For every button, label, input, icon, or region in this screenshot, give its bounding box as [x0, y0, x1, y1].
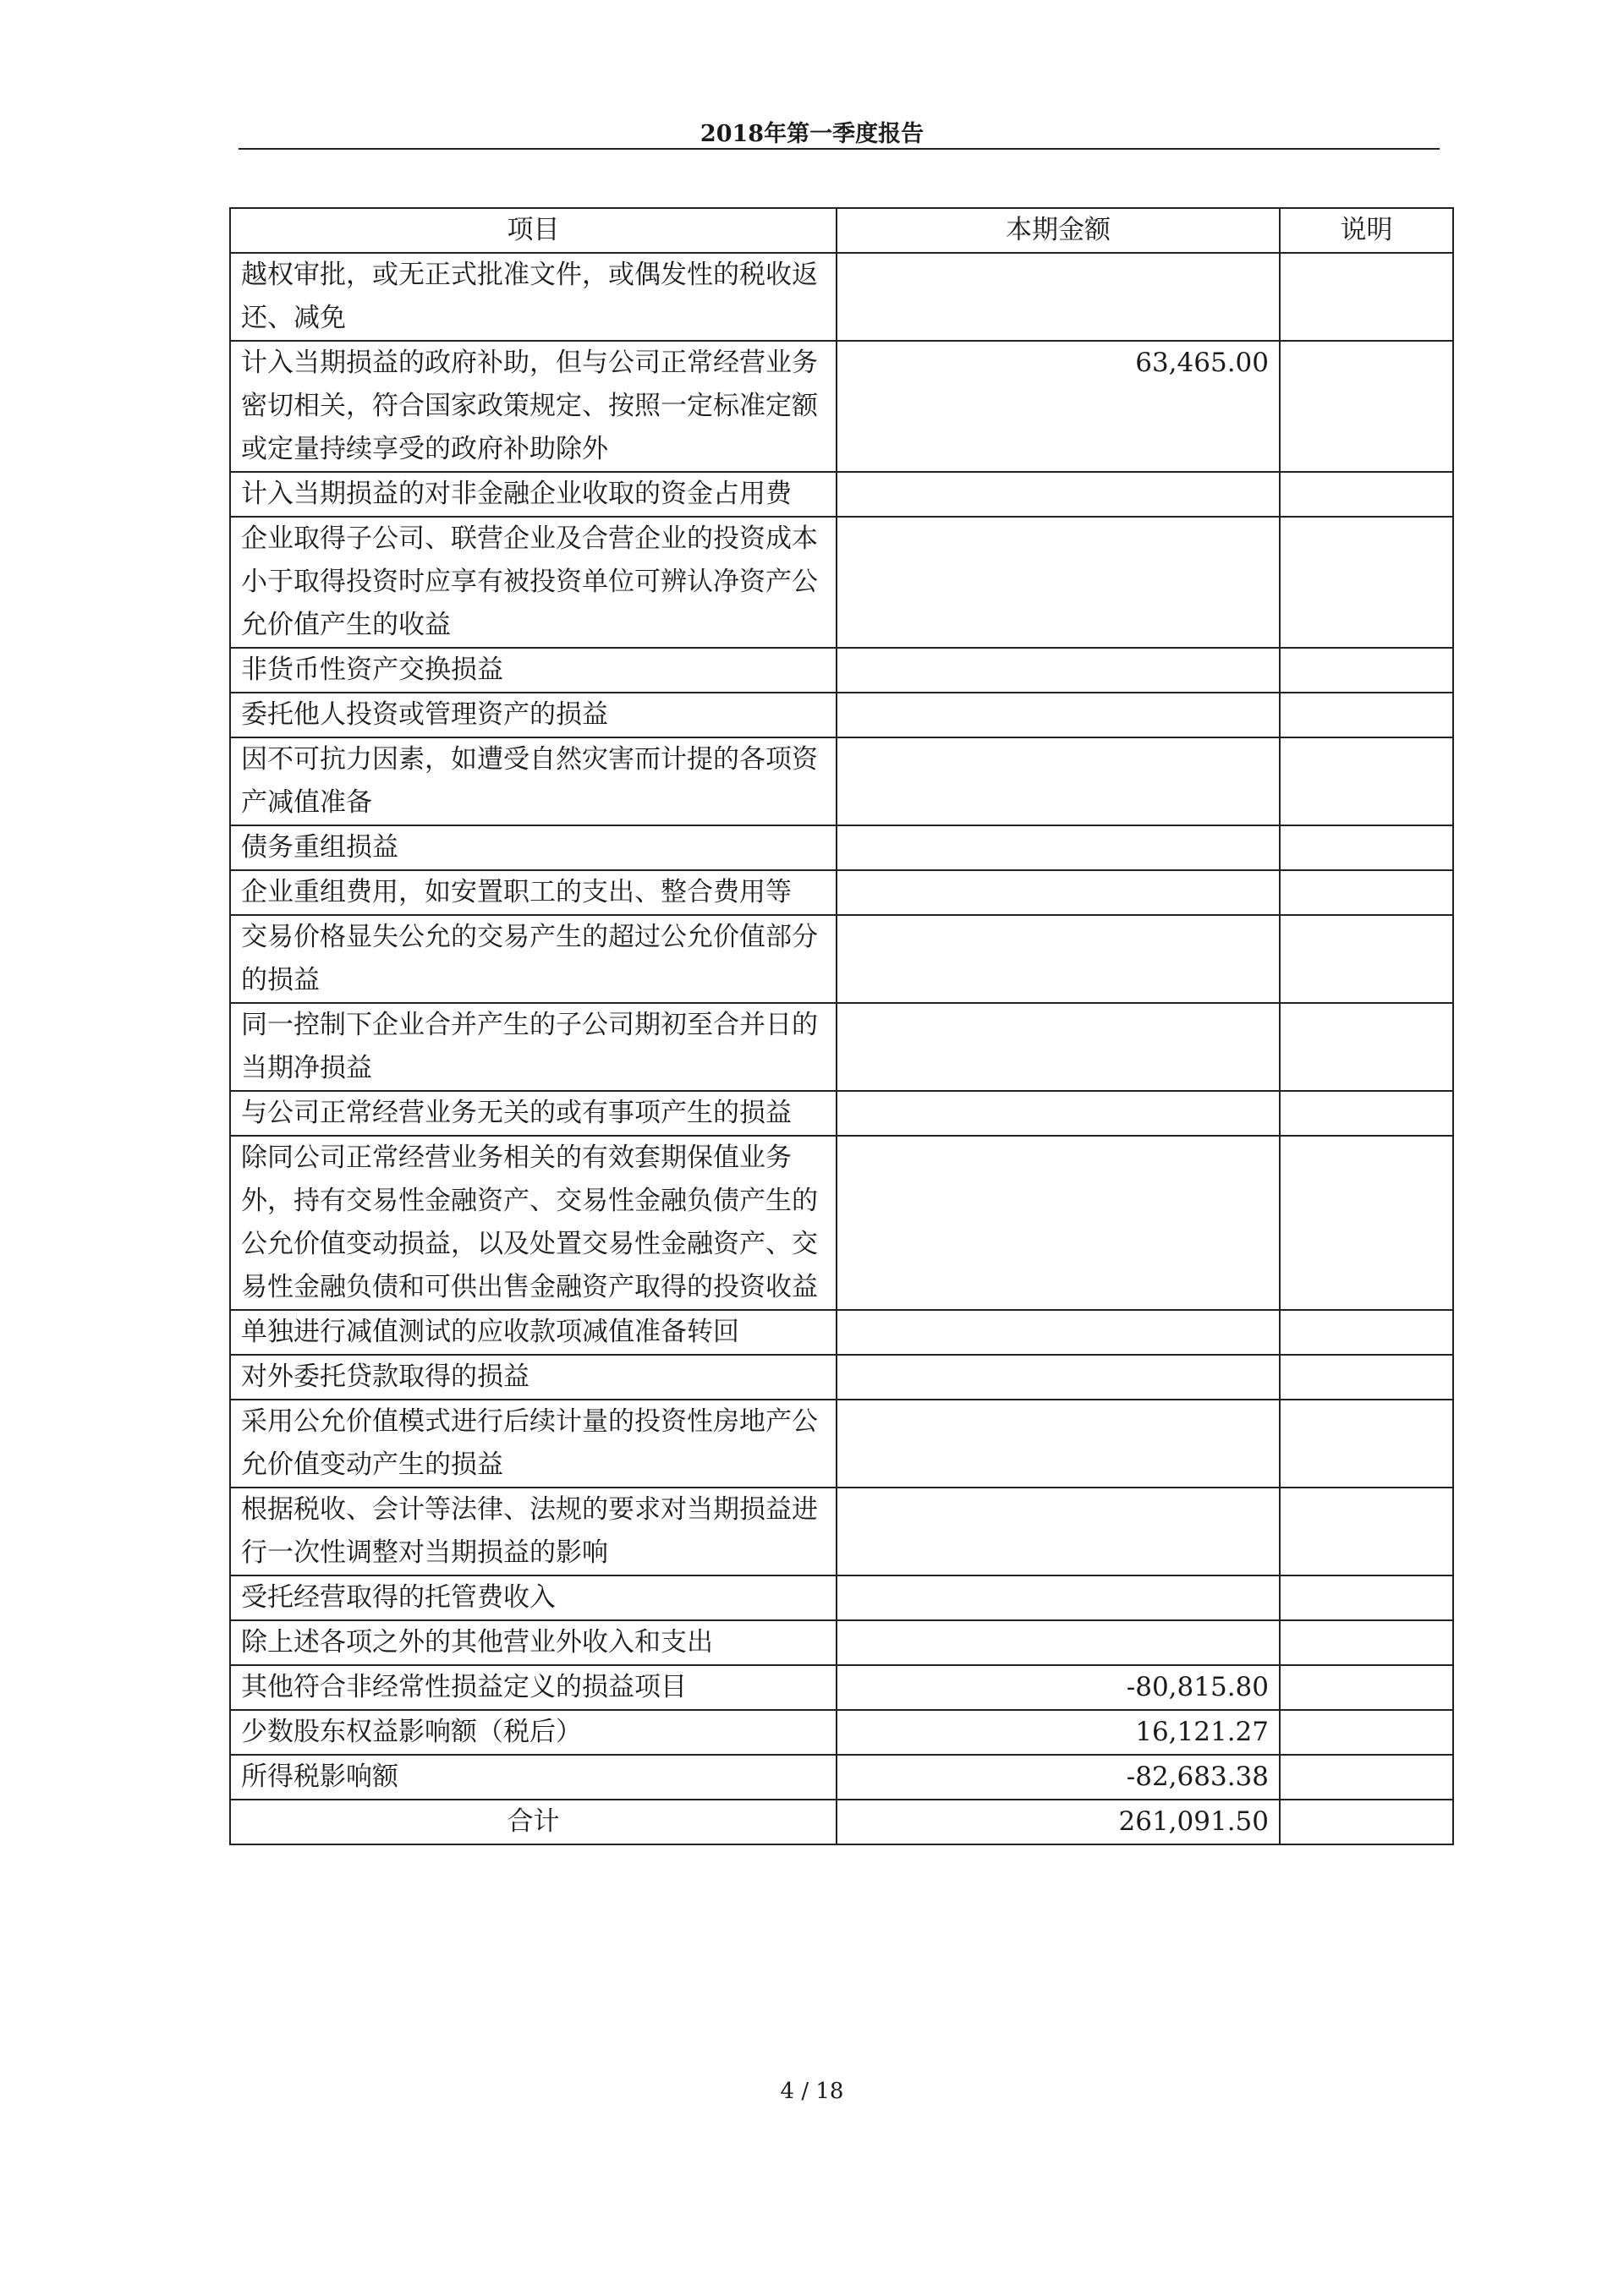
column-header-note: 说明 — [1280, 208, 1453, 253]
row-item-cell: 非货币性资产交换损益 — [230, 648, 837, 693]
row-amount-cell — [837, 915, 1280, 1003]
row-item-cell: 所得税影响额 — [230, 1755, 837, 1800]
row-amount-cell: -82,683.38 — [837, 1755, 1280, 1800]
row-amount-cell — [837, 1488, 1280, 1575]
table-row — [230, 915, 1453, 1003]
row-note-cell — [1280, 341, 1453, 472]
table-row — [230, 341, 1453, 472]
row-note-cell — [1280, 1136, 1453, 1310]
row-item-cell: 对外委托贷款取得的损益 — [230, 1355, 837, 1400]
row-item-cell: 除上述各项之外的其他营业外收入和支出 — [230, 1620, 837, 1665]
table-row — [230, 1620, 1453, 1665]
row-note-cell — [1280, 1710, 1453, 1755]
row-amount-cell — [837, 1355, 1280, 1400]
table-row — [230, 1136, 1453, 1310]
row-amount-cell: -80,815.80 — [837, 1665, 1280, 1710]
row-note-cell — [1280, 1310, 1453, 1355]
row-item-cell: 同一控制下企业合并产生的子公司期初至合并日的当期净损益 — [230, 1003, 837, 1091]
table-row — [230, 517, 1453, 648]
table-header-row — [230, 208, 1453, 253]
row-item-cell: 交易价格显失公允的交易产生的超过公允价值部分的损益 — [230, 915, 837, 1003]
total-label: 合计 — [230, 1800, 837, 1844]
table-row — [230, 472, 1453, 517]
row-item-cell: 委托他人投资或管理资产的损益 — [230, 693, 837, 737]
table-row — [230, 870, 1453, 915]
page-header-title: 2018年第一季度报告 — [700, 121, 924, 147]
row-amount-cell — [837, 1400, 1280, 1488]
header-divider — [239, 148, 1440, 150]
row-item-cell: 债务重组损益 — [230, 825, 837, 870]
row-note-cell — [1280, 648, 1453, 693]
row-amount-cell — [837, 1136, 1280, 1310]
table-row — [230, 1755, 1453, 1800]
row-note-cell — [1280, 1665, 1453, 1710]
row-amount-cell — [837, 517, 1280, 648]
row-note-cell — [1280, 1091, 1453, 1136]
row-item-cell: 少数股东权益影响额（税后） — [230, 1710, 837, 1755]
table-row — [230, 825, 1453, 870]
row-note-cell — [1280, 825, 1453, 870]
row-item-cell: 计入当期损益的对非金融企业收取的资金占用费 — [230, 472, 837, 517]
row-item-cell: 采用公允价值模式进行后续计量的投资性房地产公允价值变动产生的损益 — [230, 1400, 837, 1488]
row-amount-cell — [837, 737, 1280, 825]
total-row — [230, 1800, 1453, 1844]
row-item-cell: 与公司正常经营业务无关的或有事项产生的损益 — [230, 1091, 837, 1136]
row-amount-cell: 63,465.00 — [837, 341, 1280, 472]
column-header-item: 项目 — [230, 208, 837, 253]
row-amount-cell — [837, 253, 1280, 341]
table-row — [230, 737, 1453, 825]
row-amount-cell — [837, 648, 1280, 693]
row-amount-cell — [837, 825, 1280, 870]
row-note-cell — [1280, 472, 1453, 517]
row-amount-cell — [837, 472, 1280, 517]
row-note-cell — [1280, 1355, 1453, 1400]
total-amount: 261,091.50 — [837, 1800, 1280, 1844]
row-note-cell — [1280, 1575, 1453, 1620]
row-item-cell: 除同公司正常经营业务相关的有效套期保值业务外，持有交易性金融资产、交易性金融负债产生的公允价值变动损益，以及处置交易性金融资产、交易性金融负债和可供出售金融资产取得的投资收益 — [230, 1136, 837, 1310]
row-item-cell: 计入当期损益的政府补助，但与公司正常经营业务密切相关，符合国家政策规定、按照一定标准定额或定量持续享受的政府补助除外 — [230, 341, 837, 472]
table-row — [230, 648, 1453, 693]
row-amount-cell — [837, 1091, 1280, 1136]
table-row — [230, 1091, 1453, 1136]
row-note-cell — [1280, 870, 1453, 915]
row-note-cell — [1280, 693, 1453, 737]
table-row — [230, 1310, 1453, 1355]
total-note — [1280, 1800, 1453, 1844]
row-note-cell — [1280, 737, 1453, 825]
row-amount-cell: 16,121.27 — [837, 1710, 1280, 1755]
row-item-cell: 因不可抗力因素，如遭受自然灾害而计提的各项资产减值准备 — [230, 737, 837, 825]
non-recurring-gains-table — [229, 207, 1454, 1845]
row-note-cell — [1280, 1400, 1453, 1488]
row-item-cell: 根据税收、会计等法律、法规的要求对当期损益进行一次性调整对当期损益的影响 — [230, 1488, 837, 1575]
row-amount-cell — [837, 1575, 1280, 1620]
row-item-cell: 企业取得子公司、联营企业及合营企业的投资成本小于取得投资时应享有被投资单位可辨认净资产公允价值产生的收益 — [230, 517, 837, 648]
row-amount-cell — [837, 1310, 1280, 1355]
row-item-cell: 越权审批，或无正式批准文件，或偶发性的税收返还、减免 — [230, 253, 837, 341]
row-note-cell — [1280, 1620, 1453, 1665]
table-row — [230, 1003, 1453, 1091]
page-number: 4 / 18 — [780, 2079, 844, 2104]
row-amount-cell — [837, 870, 1280, 915]
table-row — [230, 1355, 1453, 1400]
table-row — [230, 1710, 1453, 1755]
row-note-cell — [1280, 1755, 1453, 1800]
row-amount-cell — [837, 693, 1280, 737]
row-item-cell: 企业重组费用，如安置职工的支出、整合费用等 — [230, 870, 837, 915]
row-item-cell: 单独进行减值测试的应收款项减值准备转回 — [230, 1310, 837, 1355]
row-note-cell — [1280, 517, 1453, 648]
table-row — [230, 1575, 1453, 1620]
row-note-cell — [1280, 1488, 1453, 1575]
row-note-cell — [1280, 915, 1453, 1003]
table-row — [230, 1665, 1453, 1710]
column-header-amount: 本期金额 — [837, 208, 1280, 253]
row-item-cell: 其他符合非经常性损益定义的损益项目 — [230, 1665, 837, 1710]
row-amount-cell — [837, 1003, 1280, 1091]
table-row — [230, 1400, 1453, 1488]
row-amount-cell — [837, 1620, 1280, 1665]
row-note-cell — [1280, 253, 1453, 341]
row-note-cell — [1280, 1003, 1453, 1091]
table-row — [230, 253, 1453, 341]
row-item-cell: 受托经营取得的托管费收入 — [230, 1575, 837, 1620]
table-row — [230, 693, 1453, 737]
table-row — [230, 1488, 1453, 1575]
